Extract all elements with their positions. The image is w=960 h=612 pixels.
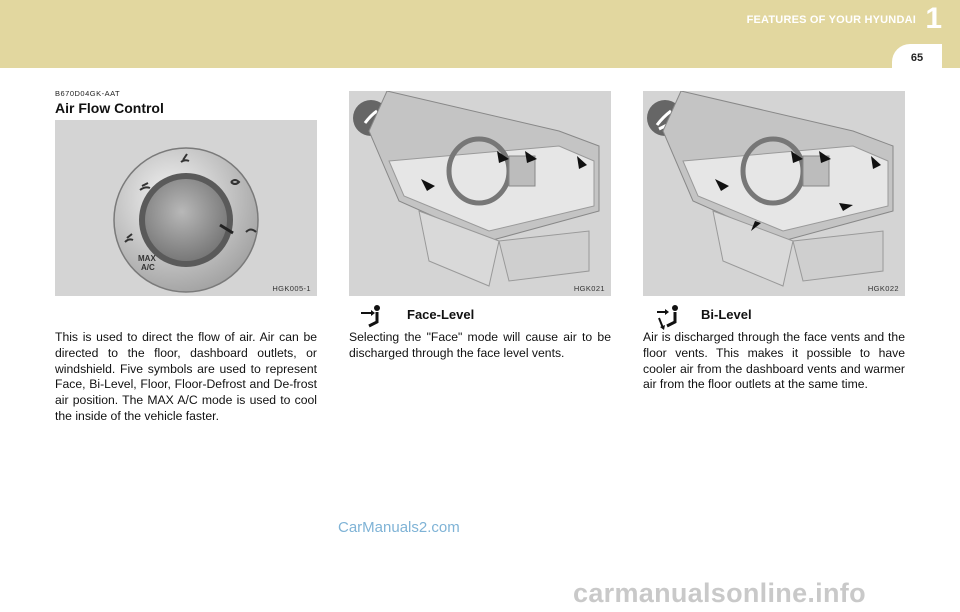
dial-label-ac: A/C: [141, 263, 155, 272]
figure-label: HGK022: [867, 284, 899, 293]
chapter-title: FEATURES OF YOUR HYUNDAI: [746, 14, 916, 26]
face-level-body: Selecting the "Face" mode will cause air to be discharged through the face level vents.: [349, 330, 611, 360]
page-number: 65: [910, 52, 924, 64]
bi-level-title: Bi-Level: [701, 307, 752, 322]
section-code: B670D04GK-AAT: [55, 89, 121, 98]
airflow-dial-illustration: [55, 120, 317, 296]
figure-label: HGK005-1: [272, 284, 311, 293]
bi-level-icon: [655, 304, 681, 330]
face-level-title: Face-Level: [407, 307, 475, 322]
face-level-icon: [359, 304, 383, 330]
chapter-number: 1: [925, 2, 942, 35]
dial-label-max: MAX: [138, 254, 156, 263]
figure-label: HGK021: [573, 284, 605, 293]
page-header: [0, 0, 960, 68]
face-level-figure: [349, 91, 611, 296]
section-title: Air Flow Control: [55, 100, 164, 116]
dashboard-illustration: [349, 91, 611, 296]
dashboard-illustration: [643, 91, 905, 296]
footer-watermark: carmanualsonline.info: [573, 578, 866, 608]
bi-level-body: Air is discharged through the face vents and the floor vents. This makes it possible to have cooler air from the dashboard vents and warmer air from the floor outlets at the same time.: [643, 330, 905, 392]
site-watermark: CarManuals2.com: [338, 519, 460, 536]
section-body: This is used to direct the flow of air. Air can be directed to the floor, dashboard outlets, or windshield. Five symbols are used to represent Face, Bi-Level, Floor, Floor-Defrost and De-frost air position. The MAX A/C mode is used to cool the inside of the vehicle faster.: [55, 330, 317, 423]
dial-figure: [55, 120, 317, 296]
bi-level-figure: [643, 91, 905, 296]
